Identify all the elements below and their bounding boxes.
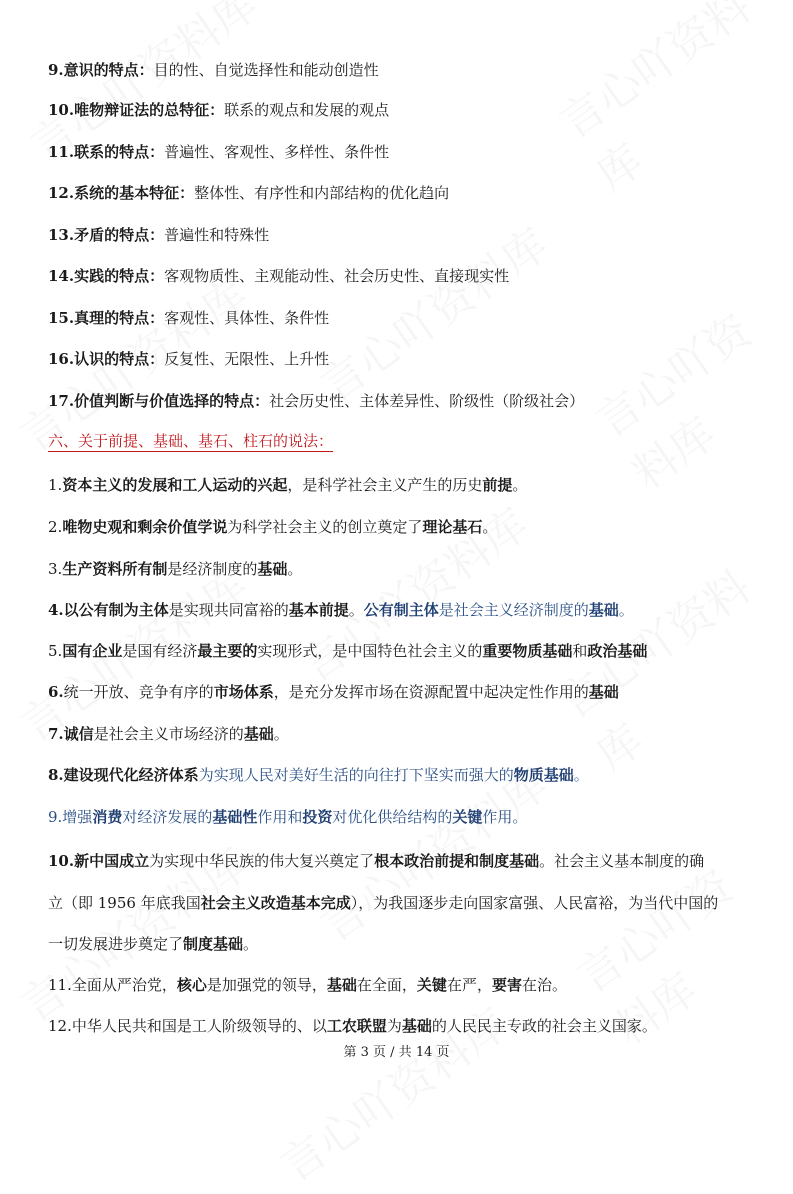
text-segment: 资本主义的发展和工人运动的兴起 (62, 476, 288, 494)
text-segment: 。 (573, 766, 589, 784)
text-segment: 基本前提 (288, 601, 349, 619)
text-segment: 对经济发展的 (122, 808, 213, 826)
text-segment: 消费 (92, 808, 123, 826)
list-item (48, 225, 269, 245)
list-item (48, 807, 527, 827)
watermark-text (306, 210, 559, 414)
text-segment: 根本政治前提和制度基础 (374, 852, 540, 870)
text-segment: 。 (512, 476, 528, 494)
text-segment: 政治基础 (587, 642, 648, 660)
text-segment: ），为我国逐步走向国家富强、人民富裕，为当代中国的 (350, 894, 719, 912)
text-segment: 建设现代化经济体系 (63, 766, 199, 784)
text-segment: 17.价值判断与价值选择的特点： (48, 392, 270, 410)
text-segment: 11.联系的特点： (48, 143, 165, 161)
text-segment: 。 (273, 725, 289, 743)
text-segment: 对优化供给结构的 (332, 808, 453, 826)
text-segment: 基础 (588, 601, 619, 619)
text-segment: 核心 (176, 976, 207, 994)
list-item (48, 851, 704, 871)
list-item (48, 559, 302, 579)
watermark-text (544, 545, 793, 783)
list-item (48, 100, 389, 120)
text-segment: 2. (48, 518, 63, 536)
text-segment: 9.意识的特点： (48, 61, 154, 79)
text-segment: 作用。 (482, 808, 528, 826)
text-segment: 1. (48, 476, 63, 494)
text-segment: 以公有制为主体 (63, 601, 169, 619)
text-segment: ，是科学社会主义产生的历史 (287, 476, 483, 494)
text-segment: 是实现共同富裕的 (168, 601, 289, 619)
text-segment: 唯物史观和剩余价值学说 (62, 518, 228, 536)
text-segment: 公有制主体 (363, 601, 439, 619)
text-segment: 基础 (257, 560, 288, 578)
list-item (48, 641, 647, 661)
text-segment: 物质基础 (513, 766, 574, 784)
text-segment: 统一开放、竞争有序的 (63, 683, 214, 701)
text-segment: 5. (48, 642, 63, 660)
text-segment: 一切发展进步奠定了 (48, 935, 184, 953)
text-segment: 是社会主义经济制度的 (438, 601, 589, 619)
text-segment: 联系的观点和发展的观点 (224, 101, 390, 119)
text-segment: ，是充分发挥市场在资源配置中起决定性作用的 (273, 683, 589, 701)
text-segment: 新中国成立 (74, 852, 150, 870)
text-segment: 11.全面从严治党， (48, 976, 177, 994)
list-item (48, 349, 329, 369)
list-item (48, 308, 329, 328)
text-segment: 诚信 (63, 725, 94, 743)
list-item (48, 183, 449, 203)
list-item (48, 266, 509, 286)
list-item (48, 475, 527, 495)
text-segment: 市场体系 (213, 683, 274, 701)
text-segment: 六、关于前提、基础、基石、柱石的说法： (48, 432, 334, 450)
text-segment: 社会主义改造基本完成 (200, 894, 351, 912)
text-segment: 6. (48, 683, 64, 701)
text-segment: 为实现人民对美好生活的向往打下坚实而强大的 (198, 766, 514, 784)
text-segment: 9.增强 (48, 808, 93, 826)
list-item (48, 391, 584, 411)
list-item (48, 142, 389, 162)
text-segment: 要害 (491, 976, 522, 994)
text-segment: 是经济制度的 (167, 560, 258, 578)
list-item (48, 682, 619, 702)
watermark-text (581, 286, 793, 502)
text-segment: 在严， (446, 976, 492, 994)
text-segment: 客观性、具体性、条件性 (164, 309, 330, 327)
text-segment: 。 (482, 518, 498, 536)
text-segment: 整体性、有序性和内部结构的优化趋向 (194, 184, 450, 202)
text-segment: 的人民民主专政的社会主义国家。 (431, 1017, 657, 1035)
text-segment: 为实现中华民族的伟大复兴奠定了 (149, 852, 375, 870)
text-segment: 为 (386, 1017, 402, 1035)
text-segment: 最主要的 (197, 642, 258, 660)
text-segment: 是加强党的领导， (206, 976, 327, 994)
list-item (48, 975, 567, 995)
text-segment: 。社会主义基本制度的确 (539, 852, 705, 870)
text-segment: 基础 (326, 976, 357, 994)
list-item (48, 1016, 657, 1036)
text-segment: 前提 (482, 476, 513, 494)
list-item (48, 600, 634, 620)
text-segment: 8. (48, 766, 64, 784)
text-segment: 12.中华人民共和国是工人阶级领导的、以 (48, 1017, 327, 1035)
text-segment: 立（即 1956 年底我国 (48, 894, 201, 912)
text-segment: 16.认识的特点： (48, 350, 165, 368)
list-item (48, 893, 718, 913)
text-segment: 。 (243, 935, 259, 953)
text-segment: 客观物质性、主观能动性、社会历史性、直接现实性 (164, 267, 510, 285)
text-segment: 反复性、无限性、上升性 (164, 350, 330, 368)
text-segment: 基础 (588, 683, 619, 701)
text-segment: 基础 (401, 1017, 432, 1035)
text-segment: 13.矛盾的特点： (48, 226, 165, 244)
text-segment: 10. (48, 852, 75, 870)
text-segment: 10.唯物辩证法的总特征： (48, 101, 225, 119)
section-heading (48, 431, 333, 451)
text-segment: 。 (287, 560, 303, 578)
text-segment: 是社会主义市场经济的 (93, 725, 244, 743)
text-segment: 在全面， (356, 976, 417, 994)
text-segment: 和 (572, 642, 588, 660)
list-item (48, 60, 379, 80)
text-segment: 14.实践的特点： (48, 267, 165, 285)
text-segment: 作用和 (257, 808, 303, 826)
text-segment: 理论基石 (422, 518, 483, 536)
text-segment: 实现形式，是中国特色社会主义的 (257, 642, 483, 660)
text-segment: 生产资料所有制 (62, 560, 168, 578)
list-item (48, 517, 497, 537)
text-segment: 关键 (416, 976, 447, 994)
text-segment: 关键 (452, 808, 483, 826)
list-item (48, 934, 258, 954)
text-segment: 重要物质基础 (482, 642, 573, 660)
page-footer: 第 3 页 / 共 14 页 (343, 1045, 450, 1060)
text-segment: 制度基础 (183, 935, 244, 953)
watermark-text (544, 0, 793, 203)
text-segment: 目的性、自觉选择性和能动创造性 (153, 61, 379, 79)
text-segment: 投资 (302, 808, 333, 826)
text-segment: 工农联盟 (326, 1017, 387, 1035)
text-segment: 12.系统的基本特征： (48, 184, 195, 202)
text-segment: 3. (48, 560, 63, 578)
text-segment: 。 (618, 601, 634, 619)
text-segment: 国有企业 (62, 642, 123, 660)
list-item (48, 724, 289, 744)
text-segment: 在治。 (521, 976, 567, 994)
text-segment: 7. (48, 725, 64, 743)
text-segment: 为科学社会主义的创立奠定了 (227, 518, 423, 536)
text-segment: 4. (48, 601, 64, 619)
text-segment: 基础性 (212, 808, 258, 826)
text-segment: 普遍性、客观性、多样性、条件性 (164, 143, 390, 161)
text-segment: 15.真理的特点： (48, 309, 165, 327)
text-segment: 普遍性和特殊性 (164, 226, 270, 244)
text-segment: 基础 (243, 725, 274, 743)
text-segment: 社会历史性、主体差异性、阶级性（阶级社会） (269, 392, 585, 410)
text-segment: 。 (348, 601, 364, 619)
text-segment: 是国有经济 (122, 642, 198, 660)
list-item (48, 765, 589, 785)
